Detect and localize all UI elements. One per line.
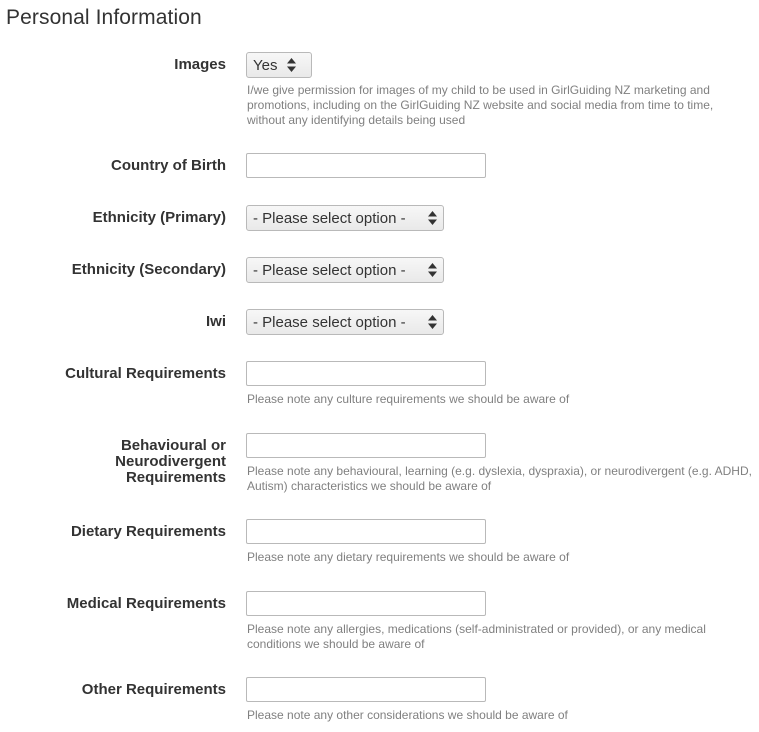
iwi-select-value: - Please select option -: [253, 313, 406, 331]
behavioural-label-line-1: Behavioural or: [120, 437, 226, 454]
iwi-select[interactable]: [246, 309, 444, 335]
dietary-requirements-help-text: Please note any dietary requirements we should be aware of: [247, 550, 570, 564]
select-arrows-icon: [428, 211, 437, 225]
images-select[interactable]: [246, 52, 312, 78]
ethnicity-secondary-label: Ethnicity (Secondary): [71, 261, 226, 278]
ethnicity-primary-select[interactable]: [246, 205, 444, 231]
behavioural-requirements-label: [16, 438, 226, 486]
cultural-requirements-input[interactable]: [246, 361, 486, 386]
images-select-value: Yes: [253, 56, 278, 74]
ethnicity-secondary-select-value: - Please select option -: [253, 261, 406, 279]
other-requirements-help-text: Please note any other considerations we should be aware of: [247, 708, 568, 722]
select-arrows-icon: [287, 58, 296, 72]
country-of-birth-input[interactable]: [246, 153, 486, 178]
cultural-requirements-label: Cultural Requirements: [65, 365, 226, 382]
select-arrows-icon: [428, 315, 437, 329]
images-label: Images: [174, 56, 226, 73]
behavioural-requirements-input[interactable]: [246, 433, 486, 458]
country-of-birth-label: Country of Birth: [111, 157, 226, 174]
behavioural-label-line-2: Neurodivergent: [115, 453, 226, 470]
medical-requirements-help-text: Please note any allergies, medications (self-administrated or provided), or any medical conditions we should be aware of: [247, 622, 706, 651]
ethnicity-primary-select-value: - Please select option -: [253, 209, 406, 227]
ethnicity-secondary-select[interactable]: [246, 257, 444, 283]
dietary-requirements-input[interactable]: [246, 519, 486, 544]
medical-requirements-input[interactable]: [246, 591, 486, 616]
behavioural-label-line-3: Requirements: [125, 469, 226, 486]
cultural-requirements-help-text: Please note any culture requirements we should be aware of: [247, 392, 570, 406]
other-requirements-label: Other Requirements: [81, 681, 226, 698]
images-help-text: I/we give permission for images of my child to be used in GirlGuiding NZ marketing and promotions, including on the GirlGuiding NZ website and social media from time to time, without any identifying details being used: [247, 83, 714, 127]
select-arrows-icon: [428, 263, 437, 277]
section-title: Personal Information: [6, 6, 202, 29]
ethnicity-primary-label: Ethnicity (Primary): [92, 209, 226, 226]
dietary-requirements-label: Dietary Requirements: [70, 523, 226, 540]
medical-requirements-label: Medical Requirements: [66, 595, 226, 612]
behavioural-requirements-help-text: Please note any behavioural, learning (e.g. dyslexia, dyspraxia), or neurodivergent (e.g. ADHD, Autism) characteristics we should be aware of: [247, 464, 752, 493]
other-requirements-input[interactable]: [246, 677, 486, 702]
iwi-label: Iwi: [205, 313, 226, 330]
